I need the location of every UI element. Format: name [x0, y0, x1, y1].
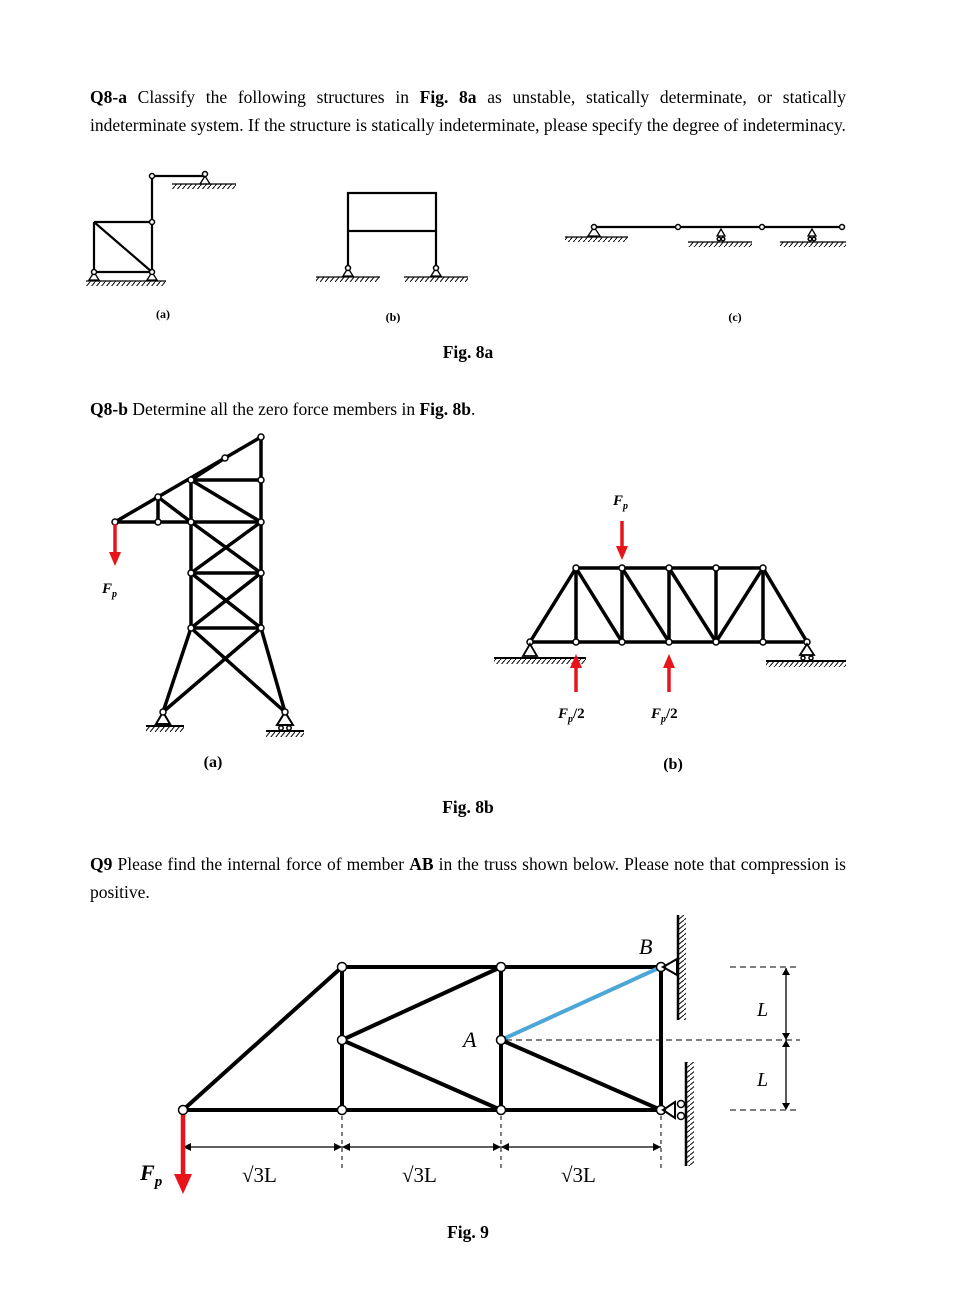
- q8a-rest: as unstable, statically determinate, or statically indeterminate system. If the structure is statically indeterminate, please specify the degree of indeterminacy.: [90, 87, 846, 135]
- fig8b-bridge-truss: [494, 565, 846, 667]
- q8b-text: Determine all the zero force members in: [127, 399, 420, 419]
- q8b-period: .: [471, 399, 476, 419]
- fig9-wall-support-top: [663, 915, 686, 1020]
- fig8b-sub-b: (b): [663, 756, 683, 773]
- q9-text: Please find the internal force of member: [112, 854, 410, 874]
- fig9-dim-2: √3L: [402, 1163, 437, 1187]
- fig9-wall-support-bottom: [663, 1062, 694, 1166]
- fig9-caption: Fig. 9: [447, 1222, 489, 1242]
- q8b-fig-ref: Fig. 8b: [419, 399, 472, 419]
- fig9-label-a: A: [463, 1027, 477, 1052]
- fig9-dim-l-top: L: [757, 999, 769, 1021]
- fig8a-sub-a: (a): [156, 307, 170, 321]
- fig9-dimension-lines: [183, 967, 800, 1172]
- fig8a-structure-a: [86, 172, 236, 287]
- q8b-label: Q8-b: [90, 399, 128, 419]
- fig9-load-arrow: [174, 1115, 192, 1194]
- fig9-dim-1: √3L: [242, 1163, 277, 1187]
- fig8b-bridge-load-arrow: [616, 521, 628, 560]
- fig8a-structure-b: [316, 193, 468, 282]
- fig9-member-ab: [501, 967, 661, 1040]
- fig8b-tower: [112, 434, 304, 737]
- q9-rest: in the truss shown below. Please note that compression is positive.: [90, 854, 846, 902]
- fig9-load-label: $F_p$: [140, 1160, 163, 1190]
- fig9-label-b: B: [639, 934, 653, 959]
- fig9-nodes: [179, 963, 666, 1115]
- fig8b-bridge-load-label: $F_p$: [613, 493, 629, 512]
- fig8a-structure-c: [565, 225, 846, 248]
- fig9-dim-3: √3L: [561, 1163, 596, 1187]
- fig8b-caption: Fig. 8b: [442, 797, 494, 817]
- fig8a-caption: Fig. 8a: [442, 342, 494, 362]
- fig9-dim-l-bottom: L: [757, 1069, 769, 1091]
- q8a-fig-ref: Fig. 8a: [419, 87, 477, 107]
- q9-member: AB: [409, 854, 434, 874]
- q8a-label: Q8-a: [90, 87, 127, 107]
- fig8a-sub-c: (c): [728, 310, 742, 324]
- fig8b-sub-a: (a): [203, 754, 223, 771]
- fig8b-reaction-left-label: $F_p/2$: [558, 706, 585, 725]
- fig8b-tower-load-arrow: [109, 524, 121, 566]
- fig8b-tower-load-label: $F_p$: [102, 581, 118, 600]
- fig8a-sub-b: (b): [385, 310, 401, 324]
- fig9-truss: [183, 967, 661, 1110]
- fig8b-reaction-right-label: $F_p/2$: [651, 706, 678, 725]
- q8a-text: Classify the following structures in: [126, 87, 420, 107]
- fig8b-reaction-right-arrow: [663, 654, 675, 692]
- q9-label: Q9: [90, 854, 113, 874]
